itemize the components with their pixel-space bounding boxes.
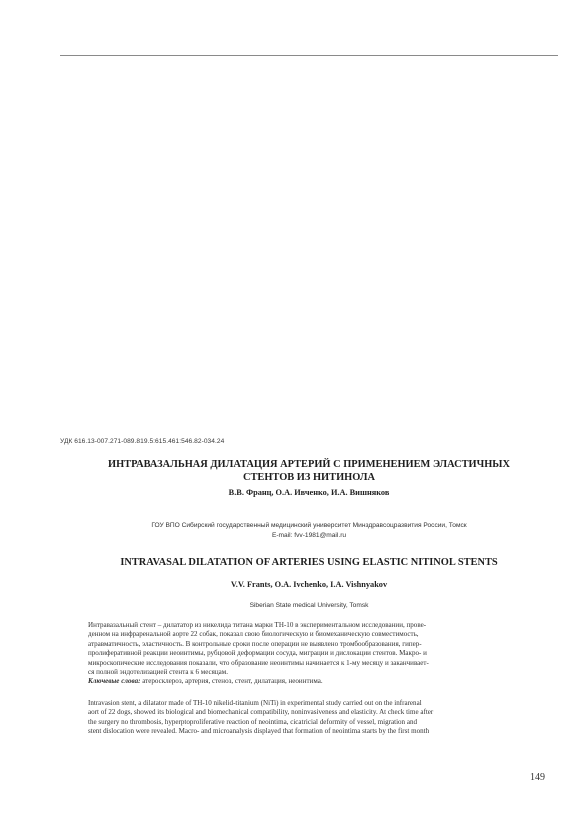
abstract-en-line: aort of 22 dogs, showed its biological and biomechanical compatibility, noninvasiveness and elasticity. At check time after	[88, 708, 434, 717]
authors-ru: В.В. Франц, О.А. Ивченко, И.А. Вишняков	[228, 488, 390, 497]
header-rule	[60, 55, 558, 56]
title-ru-line-2: СТЕНТОВ ИЗ НИТИНОЛА	[242, 472, 376, 483]
abstract-ru-line: денном на инфраренальной аорте 22 собак, показал свою биологическую и биомеханическую совместимость,	[88, 630, 419, 639]
abstract-ru-line: пролиферативной реакции неоинтимы, рубцовой деформации сосуда, миграции и дислокации стентов. Макро- и	[88, 649, 427, 658]
abstract-ru-line: Интравазальный стент – дилататор из никелида титана марки ТН-10 в экспериментальном исследовании, прове-	[88, 621, 427, 629]
abstract-ru-line: атравматичность, эластичность. В контрольные сроки после операции не выявлено тромбообразования, гипер-	[88, 639, 422, 648]
affiliation-block-ru	[60, 521, 558, 541]
abstract-en	[88, 699, 558, 737]
abstract-ru-line: микроскопические исследования показали, что образование неоинтимы начинается к 1-му месяцу и заканчивает-	[88, 658, 429, 667]
udc-code: УДК 616.13-007.271-089.819.5:615.461:546.82-034.24	[60, 438, 225, 445]
abstract-en-line: stent dislocation were revealed. Macro- and microanalysis displayed that formation of neointima starts by the first month	[88, 727, 430, 736]
abstract-ru	[88, 621, 558, 677]
authors-en: V.V. Frants, O.A. Ivchenko, I.A. Vishnyakov	[230, 580, 388, 589]
author-email: E-mail: fvv-1981@mail.ru	[271, 532, 347, 539]
article-title-en: INTRAVASAL DILATATION OF ARTERIES USING ELASTIC NITINOL STENTS	[120, 557, 498, 568]
affiliation-en: Siberian State medical University, Tomsk	[249, 602, 369, 609]
abstract-ru-line: ся полной эндотелизацией стента к 6 месяцам.	[88, 668, 228, 677]
keywords-ru	[88, 677, 558, 686]
abstract-en-line: the surgery no thrombosis, hyperptoproliferative reaction of neointima, cicatricial deformity of vessel, migration and	[88, 717, 418, 726]
abstract-en-line: Intravasion stent, a dilatator made of TH-10 nikelid-titanium (NiTi) in experimental study carried out on the infrarenal	[88, 699, 422, 707]
page-number: 149	[530, 772, 545, 783]
article-title-ru	[60, 458, 558, 484]
title-ru-line-1: ИНТРАВАЗАЛЬНАЯ ДИЛАТАЦИЯ АРТЕРИЙ С ПРИМЕНЕНИЕМ ЭЛАСТИЧНЫХ	[107, 459, 511, 470]
keywords-text: атеросклероз, артерия, стеноз, стент, дилатация, неоинтима.	[140, 677, 323, 685]
affiliation-ru: ГОУ ВПО Сибирский государственный медицинский университет Минздравсоцразвития России, Томск	[151, 522, 467, 529]
keywords-label: Ключевые слова:	[88, 677, 141, 685]
